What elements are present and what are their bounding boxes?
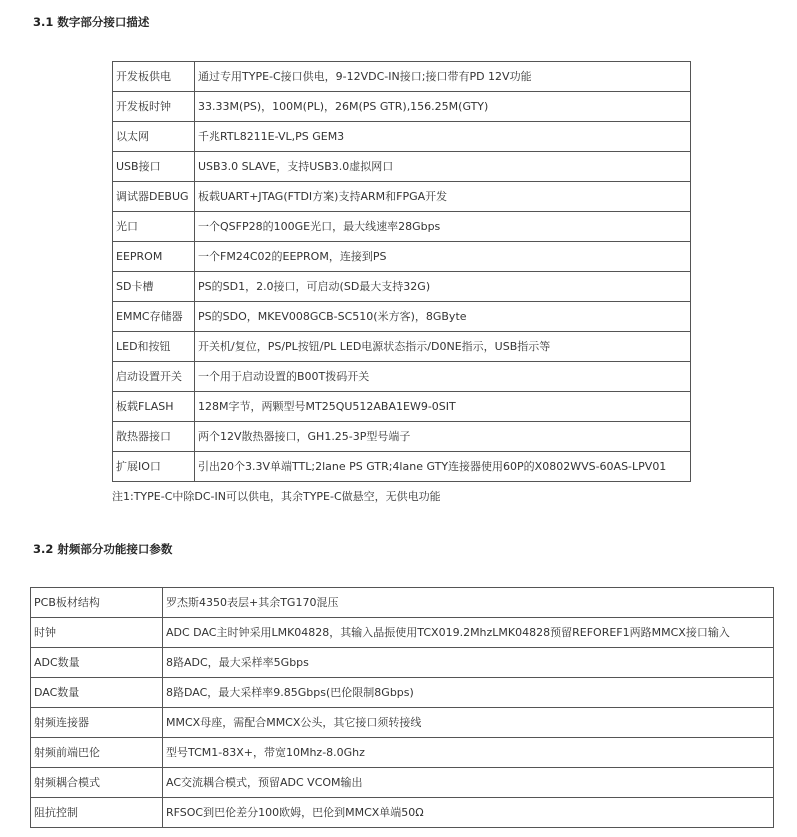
section-3-2-heading: 3.2 射频部分功能接口参数: [33, 542, 173, 556]
row-label: 射频连接器: [31, 708, 163, 738]
table-row: [113, 422, 691, 452]
table-row: [113, 92, 691, 122]
row-label: 开发板供电: [113, 62, 195, 92]
table-row: [31, 708, 774, 738]
table-row: [113, 272, 691, 302]
row-label: 散热器接口: [113, 422, 195, 452]
table-row: [113, 392, 691, 422]
row-label: EEPROM: [113, 242, 195, 272]
row-value: 型号TCM1-83X+，带宽10Mhz-8.0Ghz: [163, 738, 774, 768]
table-row: [113, 332, 691, 362]
row-value: 两个12V散热器接口，GH1.25-3P型号端子: [195, 422, 691, 452]
row-label: SD卡槽: [113, 272, 195, 302]
table-row: [113, 452, 691, 482]
rf-interface-table: [30, 587, 774, 828]
table-row: [113, 182, 691, 212]
table-row: [113, 362, 691, 392]
row-label: 光口: [113, 212, 195, 242]
row-label: DAC数量: [31, 678, 163, 708]
row-value: 33.33M(PS)，100M(PL)，26M(PS GTR),156.25M(GTY): [195, 92, 691, 122]
table-row: [31, 738, 774, 768]
row-value: 通过专用TYPE-C接口供电，9-12VDC-IN接口;接口带有PD 12V功能: [195, 62, 691, 92]
table-row: [113, 122, 691, 152]
table-row: [113, 302, 691, 332]
row-value: 罗杰斯4350表层+其余TG170混压: [163, 588, 774, 618]
table-row: [31, 768, 774, 798]
row-label: 射频耦合模式: [31, 768, 163, 798]
row-value: 千兆RTL8211E-VL,PS GEM3: [195, 122, 691, 152]
section-3-1-heading: 3.1 数字部分接口描述: [33, 15, 150, 29]
table-row: [31, 618, 774, 648]
row-value: 一个QSFP28的100GE光口，最大线速率28Gbps: [195, 212, 691, 242]
row-label: LED和按钮: [113, 332, 195, 362]
table-row: [113, 242, 691, 272]
table-row: [31, 798, 774, 828]
row-value: RFSOC到巴伦差分100欧姆，巴伦到MMCX单端50Ω: [163, 798, 774, 828]
table-row: [113, 62, 691, 92]
row-value: 引出20个3.3V单端TTL;2lane PS GTR;4lane GTY连接器使用60P的X0802WVS-60AS-LPV01: [195, 452, 691, 482]
row-label: EMMC存储器: [113, 302, 195, 332]
row-value: PS的SDO，MKEV008GCB-SC510(米方客)，8GByte: [195, 302, 691, 332]
row-label: 以太网: [113, 122, 195, 152]
row-value: 板载UART+JTAG(FTDI方案)支持ARM和FPGA开发: [195, 182, 691, 212]
row-label: 板载FLASH: [113, 392, 195, 422]
row-value: 128M字节，两颗型号MT25QU512ABA1EW9-0SIT: [195, 392, 691, 422]
table-note: 注1:TYPE-C中除DC-IN可以供电，其余TYPE-C做悬空，无供电功能: [112, 490, 441, 503]
row-value: MMCX母座，需配合MMCX公头，其它接口须转接线: [163, 708, 774, 738]
row-value: 一个FM24C02的EEPROM，连接到PS: [195, 242, 691, 272]
row-value: ADC DAC主时钟采用LMK04828，其输入晶振使用TCX019.2MhzLMK04828预留REFOREF1两路MMCX接口输入: [163, 618, 774, 648]
table-row: [113, 212, 691, 242]
row-value: AC交流耦合模式，预留ADC VCOM输出: [163, 768, 774, 798]
row-value: 一个用于启动设置的B00T拨码开关: [195, 362, 691, 392]
row-label: 调试器DEBUG: [113, 182, 195, 212]
row-value: 开关机/复位，PS/PL按钮/PL LED电源状态指示/D0NE指示，USB指示等: [195, 332, 691, 362]
row-label: 时钟: [31, 618, 163, 648]
table-row: [31, 678, 774, 708]
row-value: USB3.0 SLAVE，支持USB3.0虚拟网口: [195, 152, 691, 182]
table-row: [31, 588, 774, 618]
row-label: USB接口: [113, 152, 195, 182]
row-label: 射频前端巴伦: [31, 738, 163, 768]
digital-interface-table: [112, 61, 691, 482]
row-label: PCB板材结构: [31, 588, 163, 618]
row-label: 启动设置开关: [113, 362, 195, 392]
row-value: 8路ADC，最大采样率5Gbps: [163, 648, 774, 678]
row-value: PS的SD1，2.0接口，可启动(SD最大支持32G): [195, 272, 691, 302]
row-label: 开发板时钟: [113, 92, 195, 122]
row-label: 扩展IO口: [113, 452, 195, 482]
row-label: 阻抗控制: [31, 798, 163, 828]
table-row: [113, 152, 691, 182]
row-value: 8路DAC，最大采样率9.85Gbps(巴伦限制8Gbps): [163, 678, 774, 708]
row-label: ADC数量: [31, 648, 163, 678]
table-row: [31, 648, 774, 678]
